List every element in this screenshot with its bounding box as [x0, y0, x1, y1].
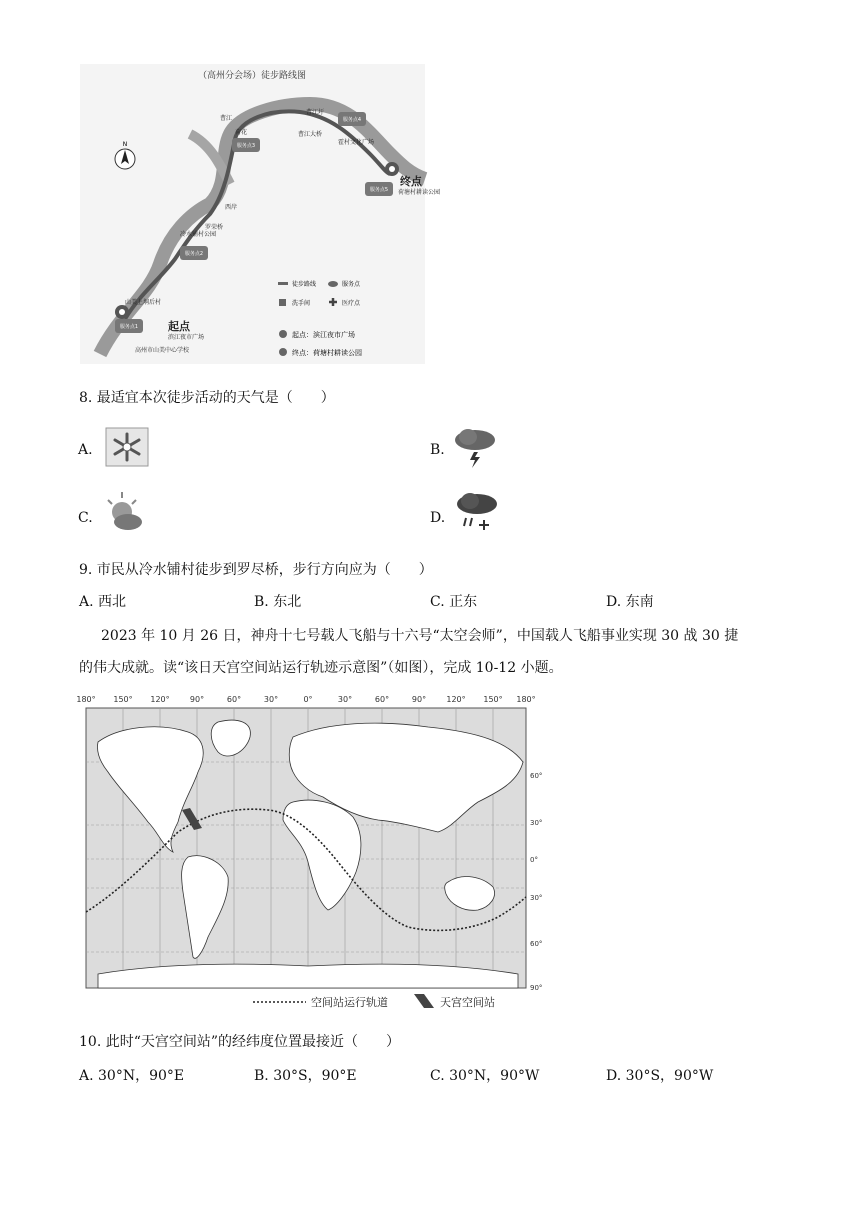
place-label: 荷花 — [235, 129, 248, 136]
svg-text:服务点5: 服务点5 — [369, 187, 389, 193]
svg-text:起点：滨江夜市广场: 起点：滨江夜市广场 — [292, 331, 355, 339]
world-map-figure — [78, 692, 548, 1014]
longitude-label: 150° — [113, 695, 133, 704]
passage-line-2: 的伟大成就。读“该日天宫空间站运行轨迹示意图”（如图），完成 10-12 小题。 — [79, 660, 563, 676]
longitude-label: 120° — [150, 695, 170, 704]
service-point — [232, 138, 260, 152]
question-8: 8. 最适宜本次徒步活动的天气是（ ） — [79, 390, 335, 406]
place-label: 罗荣桥 — [205, 224, 224, 231]
place-label: 曹江圩 — [306, 109, 325, 116]
latitude-label: 90° — [530, 984, 543, 992]
q9-option-d[interactable]: D. 东南 — [606, 594, 654, 610]
longitude-label: 120° — [446, 695, 466, 704]
place-label: 霍村文化广场 — [338, 139, 375, 146]
latitude-label: 60° — [530, 940, 543, 948]
svg-text:终点：荷塘村耕读公园: 终点：荷塘村耕读公园 — [292, 349, 362, 357]
longitude-label: 0° — [303, 695, 313, 704]
service-point — [338, 112, 366, 126]
svg-text:空间站运行轨道: 空间站运行轨道 — [311, 996, 388, 1009]
place-label: 曹江大桥 — [298, 131, 323, 138]
q9-option-b[interactable]: B. 东北 — [254, 594, 302, 610]
thunderstorm-icon — [450, 424, 500, 472]
svg-text:服务点4: 服务点4 — [342, 117, 362, 123]
longitude-label: 180° — [516, 695, 536, 704]
longitude-label: 150° — [483, 695, 503, 704]
passage-line-1: 2023 年 10 月 26 日，神舟十七号载人飞船与十六号“太空会师”，中国载人飞船事业实现 30 战 30 捷 — [101, 628, 739, 644]
svg-text:服务点3: 服务点3 — [236, 143, 256, 149]
longitude-label: 30° — [263, 695, 279, 704]
longitude-label: 90° — [189, 695, 205, 704]
place-label: 曹江 — [220, 115, 233, 122]
q8-option-c-label[interactable]: C. — [78, 510, 93, 526]
route-map-figure — [80, 64, 441, 364]
q10-option-b[interactable]: B. 30°S，90°E — [254, 1068, 357, 1084]
q10-option-d[interactable]: D. 30°S，90°W — [606, 1068, 714, 1084]
place-label: 西岸 — [225, 204, 238, 211]
end-marker-icon — [385, 162, 399, 176]
question-9: 9. 市民从冷水铺村徒步到罗尽桥，步行方向应为（ ） — [79, 562, 433, 578]
place-label: 山美上垌后村 — [125, 299, 162, 306]
latitude-label: 0° — [530, 856, 538, 864]
world-map-legend — [253, 994, 495, 1009]
svg-text:服务点2: 服务点2 — [184, 251, 204, 257]
place-label: 荷塘村耕读公园 — [398, 189, 441, 196]
place-label: 滨江夜市广场 — [168, 334, 205, 341]
place-label: 冷水铺村公园 — [180, 231, 217, 238]
latitude-label: 30° — [530, 894, 543, 902]
q9-option-a[interactable]: A. 西北 — [79, 594, 127, 610]
end-label: 终点 — [400, 175, 422, 188]
longitude-label: 30° — [337, 695, 353, 704]
longitude-label: 60° — [374, 695, 390, 704]
longitude-label: 180° — [76, 695, 96, 704]
svg-text:医疗点: 医疗点 — [342, 300, 361, 307]
q8-option-a-label[interactable]: A. — [78, 442, 93, 458]
svg-text:天宫空间站: 天宫空间站 — [440, 996, 495, 1009]
q9-option-c[interactable]: C. 正东 — [430, 594, 478, 610]
service-point — [180, 246, 208, 260]
snow-icon — [100, 424, 152, 470]
rain-snow-icon — [450, 490, 502, 536]
sunny-cloudy-icon — [100, 490, 150, 536]
latitude-label: 60° — [530, 772, 543, 780]
latitude-label: 30° — [530, 819, 543, 827]
q8-option-b-label[interactable]: B. — [430, 442, 445, 458]
longitude-label: 60° — [226, 695, 242, 704]
svg-text:服务点: 服务点 — [342, 281, 361, 288]
service-point — [115, 319, 143, 333]
svg-text:洗手间: 洗手间 — [292, 300, 311, 307]
antarctica — [98, 964, 518, 988]
longitude-label: 90° — [411, 695, 427, 704]
route-map-title: （高州分会场）徒步路线图 — [197, 71, 307, 81]
q8-option-d-label[interactable]: D. — [430, 510, 446, 526]
start-label: 起点 — [168, 320, 190, 333]
q10-option-a[interactable]: A. 30°N，90°E — [79, 1068, 185, 1084]
svg-text:N: N — [122, 141, 128, 148]
question-10: 10. 此时“天宫空间站”的经纬度位置最接近（ ） — [79, 1034, 401, 1050]
service-point — [365, 182, 393, 196]
svg-text:服务点1: 服务点1 — [119, 324, 139, 330]
q10-option-c[interactable]: C. 30°N，90°W — [430, 1068, 540, 1084]
svg-text:徒步路线: 徒步路线 — [292, 281, 317, 288]
start-marker-icon — [115, 305, 129, 319]
place-label: 高州市山美中心学校 — [135, 347, 190, 354]
